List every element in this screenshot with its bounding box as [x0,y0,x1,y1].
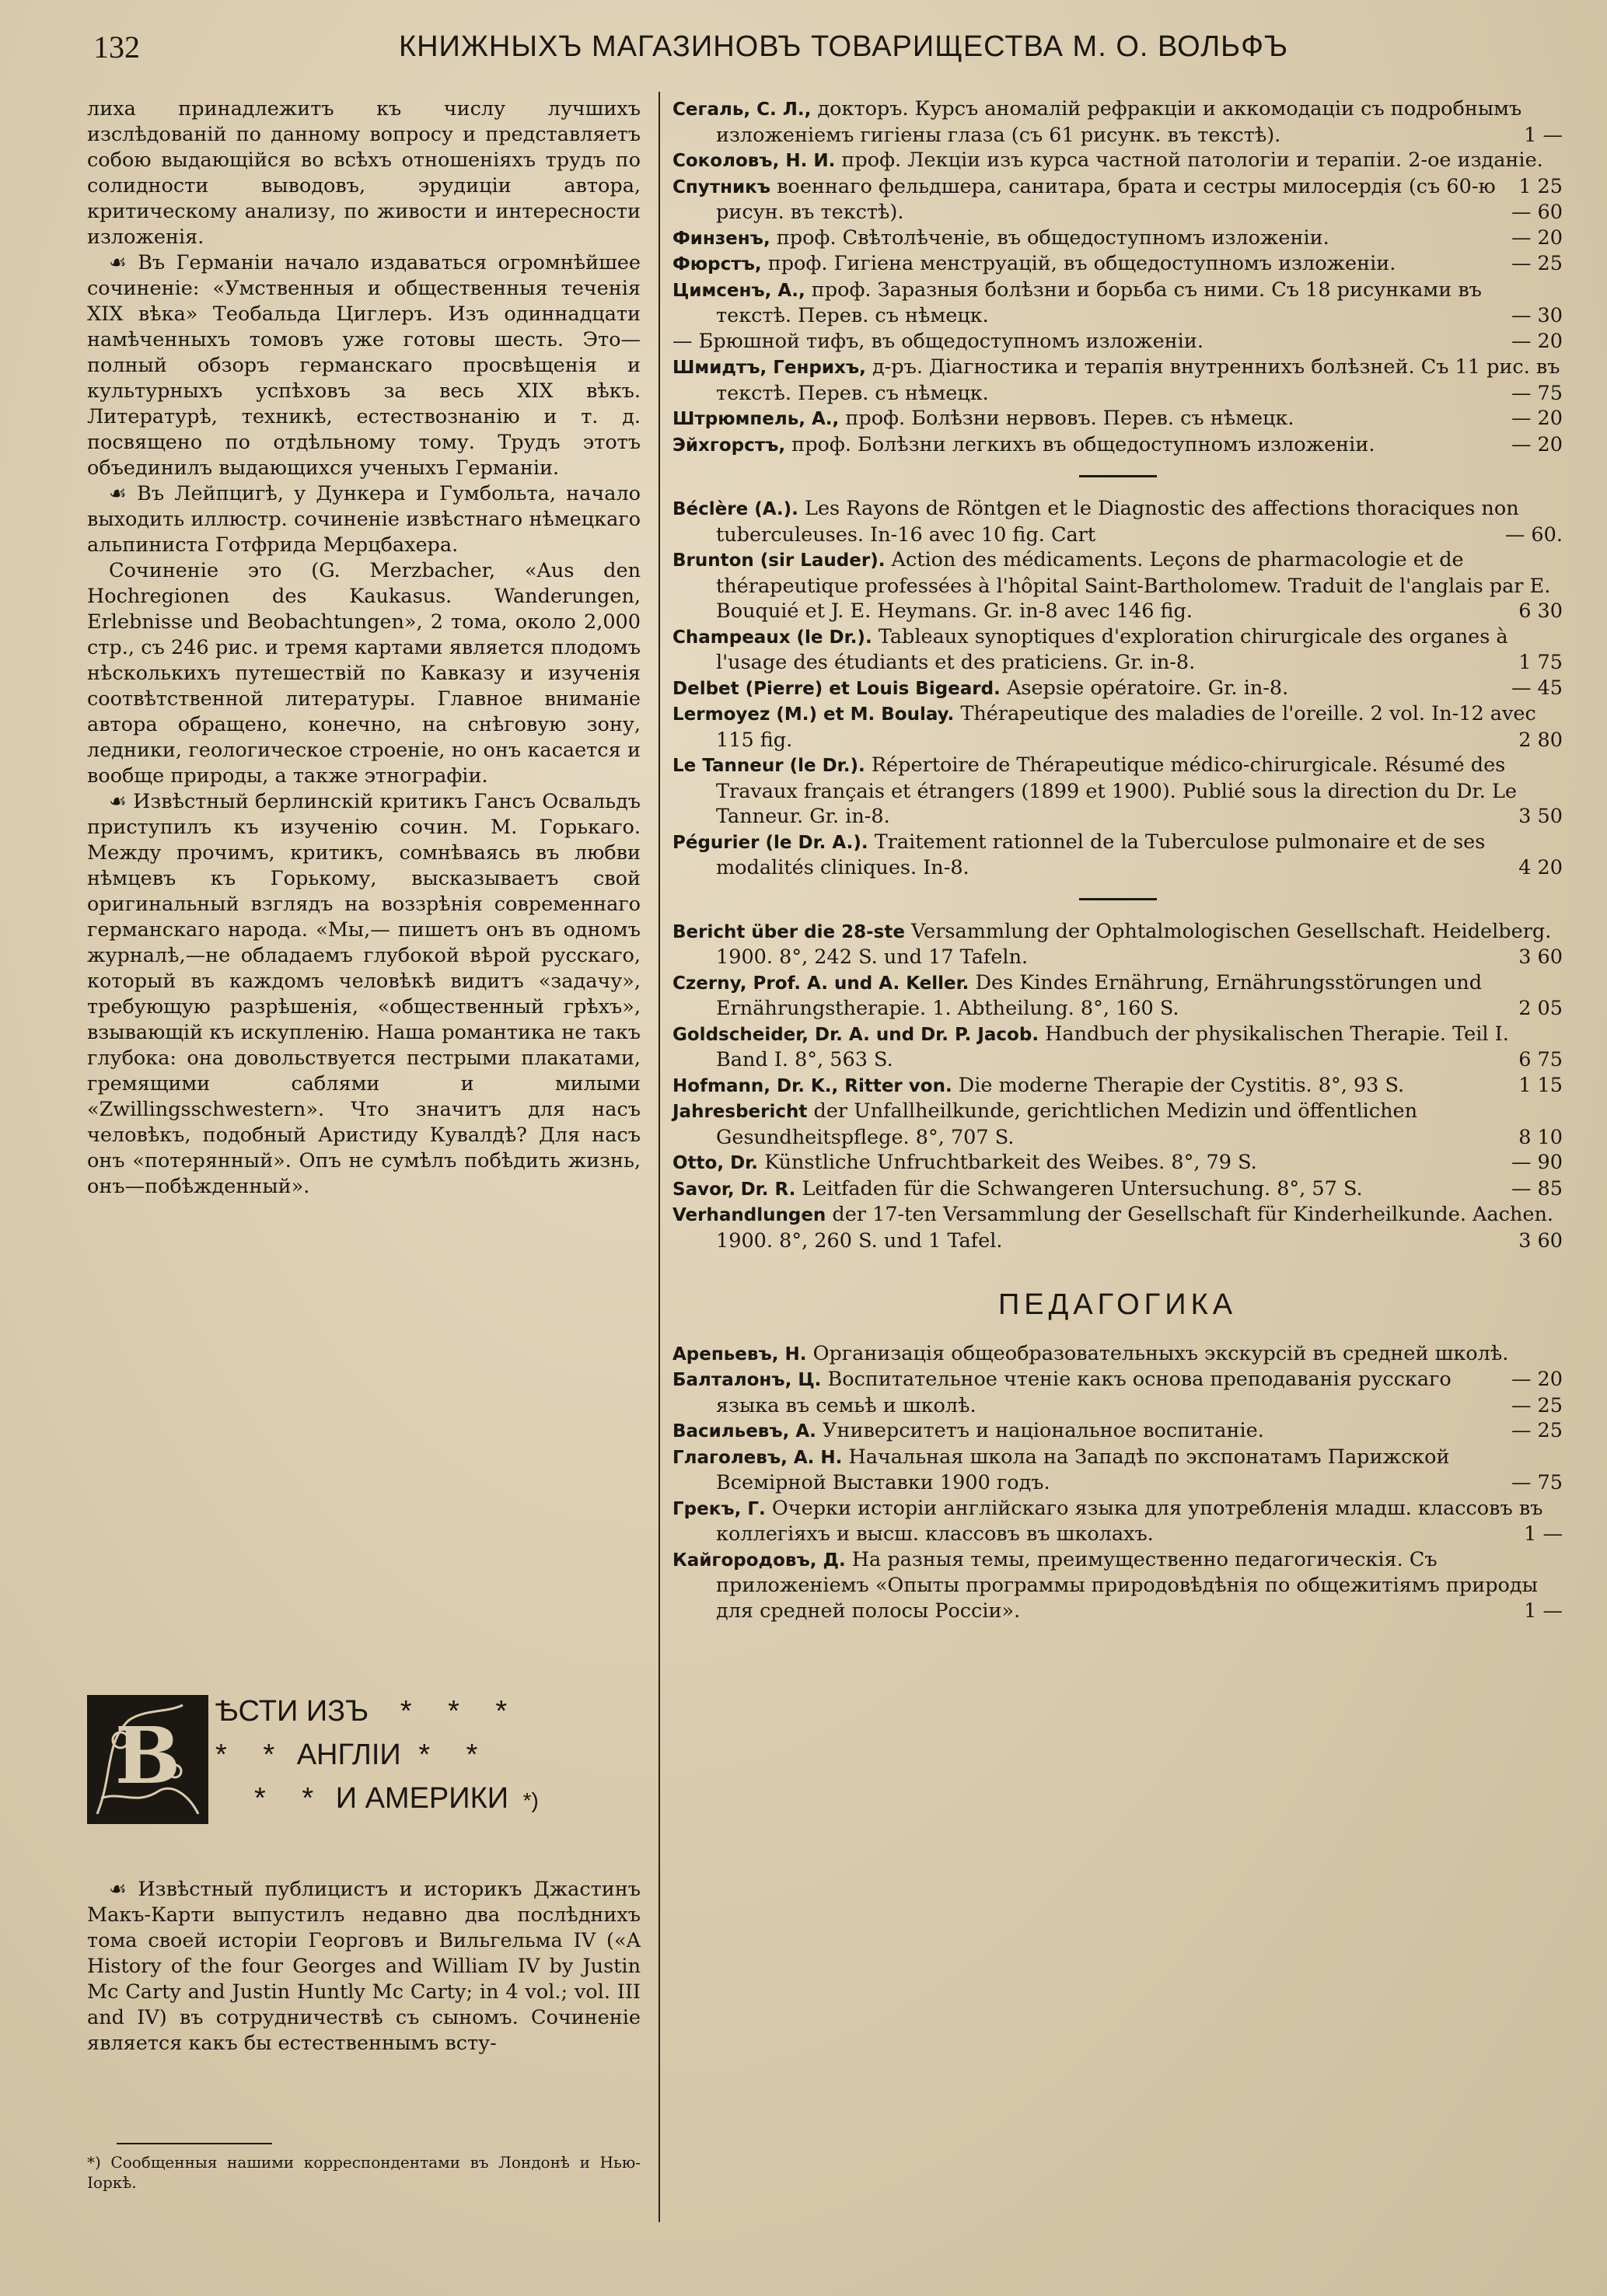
entry-author: Le Tanneur (le Dr.). [672,756,865,776]
entry-price: 3 50 [1518,805,1563,828]
entry-price: — 30 [1511,304,1563,327]
entry-title: Répertoire de Thérapeutique médico-chirurgicale. Résumé des Travaux français et étrangers (1899 et 1900). Publié sous la direction du Dr. Le Tanneur. Gr. in-8. [716,753,1518,828]
catalog-entry [672,1547,1563,1624]
entry-title: проф. Заразныя болѣзни и борьба съ ними. Съ 18 рисунками въ текстѣ. Перев. съ нѣмецк. [716,278,1482,327]
catalog-entry [672,676,1563,702]
entry-title: Организація общеобразовательныхъ экскурсій въ средней школѣ. [806,1341,1509,1365]
entry-title: проф. Болѣзни легкихъ въ общедоступномъ изложеніи. [785,432,1375,456]
entry-price: — 60 [1511,201,1563,224]
entry-price: — 20 [1511,407,1563,430]
entry-author: Соколовъ, Н. И. [672,151,836,171]
column-divider [659,92,660,2222]
entry-author: Czerny, Prof. A. und A. Keller. [672,973,969,994]
catalog-entry [672,355,1563,406]
catalog-entry [672,547,1563,624]
entry-title: Очерки исторіи англійскаго языка для употребленія младш. классовъ въ коллегіяхъ и высш. классовъ въ школахъ. [716,1496,1543,1546]
entry-author: Финзенъ, [672,228,770,249]
catalog-entry [672,1445,1563,1496]
entry-author: Verhandlungen [672,1205,826,1225]
entry-author: Спутникъ [672,176,770,197]
page-header [93,23,1563,70]
catalog-entry [672,1367,1563,1418]
entry-title: Die moderne Therapie der Cystitis. 8°, 93 S. [952,1073,1405,1097]
entry-price: — 85 [1511,1176,1563,1200]
entry-title: проф. Свѣтолѣченіе, въ общедоступномъ изложеніи. [770,225,1329,250]
entry-title: Asepsie opératoire. Gr. in-8. [1000,676,1289,700]
entry-title: докторъ. Курсъ аномалій рефракціи и аккомодаціи съ подробнымъ изложеніемъ гигіены глаза (съ 61 рисунк. въ текстѣ). [716,97,1522,147]
page-number: 132 [93,29,140,65]
entry-title: der 17-ten Versammlung der Gesellschaft für Kinderheilkunde. Aachen. 1900. 8°, 260 S. und 1 Tafel. [716,1203,1554,1253]
entry-author: Bericht über die 28-ste [672,921,905,942]
footnote: *) Сообщенныя нашими корреспондентами въ Лондонѣ и Нью-Іоркѣ. [87,2153,641,2192]
entry-price: 1 — [1524,1522,1563,1546]
entry-price: 1 75 [1518,651,1563,674]
news-heading-stars-2b: * * [418,1739,492,1771]
news-heading-stars-3: * * [254,1782,328,1815]
news-section-heading [87,1687,641,1858]
entry-author: Шмидтъ, Генрихъ, [672,358,866,378]
entry-title: Les Rayons de Röntgen et le Diagnostic des affections thoraciques non tuberculeuses. In-16 avec 10 fig. Cart [716,497,1519,547]
entry-author: Delbet (Pierre) et Louis Bigeard. [672,678,1001,699]
separator-rule [1079,475,1157,477]
initial-letter: В [114,1710,181,1802]
catalog-entry [672,753,1563,830]
catalog-entry [672,1202,1563,1253]
section-title: ПЕДАГОГИКА [997,1288,1238,1321]
entry-title: Künstliche Unfruchtbarkeit des Weibes. 8°, 79 S. [757,1151,1257,1174]
entry-price: — 60. [1504,522,1563,547]
entry-price: — 25 [1511,252,1563,275]
entry-title: Action des médicaments. Leçons de pharmacologie et de thérapeutique professées à l'hôpital Saint-Bartholomew. Traduit de l'anglais par E. Bouquié et J. E. Heymans. Gr. in-8 avec 146 fig. [716,548,1551,623]
entry-price: 3 60 [1518,945,1563,969]
catalog-entry [672,251,1563,278]
entry-price: — 20 [1511,1368,1563,1391]
news-heading-line1: ѢСТИ ИЗЪ [215,1695,369,1728]
entry-author: Балталонъ, Ц. [672,1370,822,1390]
entry-title: Traitement rationnel de la Tuberculose pulmonaire et de ses modalités cliniques. In-8. [716,830,1486,879]
entry-title: д-ръ. Діагностика и терапія внутреннихъ болѣзней. Съ 11 рис. въ текстѣ. Перев. съ нѣмецк. [716,355,1560,405]
entry-title: Начальная школа на Западѣ по экспонатамъ Парижской Всемірной Выставки 1900 годъ. [716,1445,1450,1494]
catalog-entry [672,174,1563,225]
entry-author: Сегаль, С. Л., [672,100,812,120]
ornamental-initial-icon [87,1695,208,1824]
entry-title: Leitfaden für die Schwangeren Untersuchung. 8°, 57 S. [795,1176,1363,1200]
catalog-entry [672,225,1563,252]
entry-author: Штрюмпель, А., [672,409,840,429]
entry-price: 1 — [1524,1599,1563,1623]
entry-title: Handbuch der physikalischen Therapie. Teil I. Band I. 8°, 563 S. [716,1022,1509,1071]
catalog-entry [672,1150,1563,1176]
left-paragraph-3: ☙ Въ Лейпцигѣ, у Дункера и Гумбольта, начало выходить иллюстр. сочиненіе извѣстнаго нѣмецкаго альпиниста Готфрида Мерцбахера. [87,482,641,557]
entry-author: Goldscheider, Dr. A. und Dr. P. Jacob. [672,1024,1039,1045]
entry-title: Thérapeutique des maladies de l'oreille. 2 vol. In-12 avec 115 fig. [716,702,1536,752]
entry-author: Brunton (sir Lauder). [672,550,886,571]
entry-price: — 25 [1511,1393,1563,1417]
entry-price: 3 60 [1518,1228,1563,1253]
entry-author: Savor, Dr. R. [672,1179,796,1200]
left-column [87,96,641,1200]
news-heading-stars-1: * * * [400,1695,522,1728]
catalog-entry [672,1022,1563,1073]
right-column [672,96,1563,1623]
catalog-entry [672,1496,1563,1547]
entry-title: Des Kindes Ernährung, Ernährungsstörungen und Ernährungstherapie. 1. Abtheilung. 8°, 160 S. [716,970,1483,1020]
left-paragraph-1: лиха принадлежитъ къ числу лучшихъ изслѣдованій по данному вопросу и представляетъ собою выдающійся во всѣхъ отношеніяхъ трудъ по солидности выводовъ, эрудиціи автора, критическому анализу, по живости и интересности изложенія. [87,97,641,249]
entry-price: — 20 [1511,432,1563,456]
entry-price: — 90 [1511,1151,1563,1174]
entry-author: Béclère (A.). [672,499,798,519]
footnote-rule [117,2143,272,2144]
catalog-entry [672,278,1563,329]
entry-author: Otto, Dr. [672,1153,758,1173]
catalog-entry [672,1418,1563,1445]
entry-author: Глаголевъ, А. Н. [672,1447,843,1468]
entry-price: 8 10 [1518,1125,1563,1149]
entry-price: 1 — [1524,123,1563,147]
catalog-entry [672,919,1563,970]
entry-price: — 75 [1511,1471,1563,1494]
entry-price: — 20 [1511,329,1563,353]
news-paragraph: ☙ Извѣстный публицистъ и историкъ Джастинъ Макъ-Карти выпустилъ недавно два послѣднихъ тома своей исторіи Георговъ и Вильгельма IV («A History of the four Georges and William IV by Justin Mc Carty and Justin Huntly Mc Carty; in 4 vol.; vol. III and IV) въ сотрудничествѣ съ сыномъ. Сочиненіе является какъ бы естественнымъ всту- [87,1878,641,2055]
entry-title: На разныя темы, преимущественно педагогическія. Съ приложеніемъ «Опыты программы природовѣдѣнія по общежитіямъ природы для средней полосы Россіи». [716,1547,1538,1623]
entry-author: Кайгородовъ, Д. [672,1550,846,1571]
ornamental-initial-svg [89,1697,206,1822]
catalog-entry [672,701,1563,753]
entry-price: — 45 [1511,676,1563,700]
catalog-entry [672,830,1563,881]
catalog-entry [672,329,1563,355]
catalog-entry [672,496,1563,547]
entry-price: 1 25 [1518,174,1563,198]
entry-title: Воспитательное чтеніе какъ основа преподаванія русскаго языка въ семьѣ и школѣ. [716,1368,1452,1417]
catalog-entry [672,624,1563,676]
left-paragraph-2: ☙ Въ Германіи начало издаваться огромнѣйшее сочиненіе: «Умственныя и общественныя теченія XIX вѣка» Теобальда Циглеръ. Изъ одиннадцати намѣченныхъ томовъ уже готовы шесть. Это—полный обзоръ германскаго просвѣщенія и культурныхъ успѣховъ за весь XIX вѣкъ. Литературѣ, техникѣ, естествознанію и т. д. посвящено по отдѣльному тому. Трудъ этотъ объединилъ выдающихся ученыхъ Германіи. [87,251,641,480]
news-heading-line3: И АМЕРИКИ [335,1782,509,1815]
entry-price: 6 75 [1518,1048,1563,1071]
catalog-entry [672,406,1563,432]
catalog-entry [672,1099,1563,1150]
entry-author: Эйхгорстъ, [672,435,786,456]
entry-title: военнаго фельдшера, санитара, брата и сестры милосердія (съ 60-ю рисун. въ текстѣ). [716,174,1496,224]
catalog-entry [672,970,1563,1022]
left-paragraph-5: ☙ Извѣстный берлинскій критикъ Гансъ Освальдъ приступилъ къ изученію сочин. М. Горькаго. Между прочимъ, критикъ, сомнѣваясь въ любви нѣмцевъ къ Горькому, высказываетъ свой оригинальный взглядъ на воззрѣнія современнаго германскаго народа. «Мы,— пишетъ онъ въ одномъ журналѣ,—не обладаемъ глубокой вѣрой русскаго, который въ каждомъ человѣкѣ видитъ «задачу», требующую разрѣшенія, «общественный грѣхъ», взывающій къ искупленію. Наша романтика не такъ глубока: она довольствуется пестрыми плакатами, гремящими саблями и милыми «Zwillingsschwestern». Что значитъ для насъ человѣкъ, подобный Аристиду Кувалдѣ? Для насъ онъ «потерянный». Опъ не сумѣлъ побѣдить жизнь, онъ—побѣжденный». [87,790,641,1198]
left-paragraph-4: Сочиненіе это (G. Merzbacher, «Aus den Hochregionen des Kaukasus. Wanderungen, Erlebnisse und Beobachtungen», 2 тома, около 2,000 стр., съ 246 рис. и тремя картами является плодомъ нѣсколькихъ путешествій по Кавказу и изученія соотвѣтственной литературы. Главное вниманіе автора обращено, конечно, на снѣговую зону, ледники, геологическое строеніе, но онъ касается и вообще природы, а также этнографіи. [87,559,641,788]
entry-title: — Брюшной тифъ, въ общедоступномъ изложеніи. [672,329,1204,353]
news-heading-line2: АНГЛІИ [296,1739,401,1771]
entry-title: Versammlung der Ophtalmologischen Gesellschaft. Heidelberg. 1900. 8°, 242 S. und 17 Tafeln. [716,919,1552,969]
entry-price: 2 80 [1518,728,1563,752]
news-body [87,1877,641,2057]
catalog-entry [672,432,1563,459]
entry-author: Грекъ, Г. [672,1498,766,1519]
entry-author: Цимсенъ, А., [672,280,805,301]
separator-rule [1079,898,1157,900]
entry-author: Lermoyez (M.) et M. Boulay. [672,704,955,725]
entry-price: 4 20 [1518,856,1563,879]
news-heading-stars-2a: * * [215,1739,289,1771]
entry-title: Университетъ и національное воспитаніе. [816,1419,1264,1442]
catalog-group-french-medicine [672,496,1563,881]
entry-price: 2 05 [1518,997,1563,1020]
catalog-entry [672,96,1563,148]
entry-price: — 20 [1511,225,1563,250]
catalog-entry [672,1176,1563,1203]
entry-price: — 75 [1511,381,1563,405]
entry-price: 1 15 [1518,1073,1563,1097]
entry-price: 6 30 [1518,599,1563,623]
entry-author: Фюрстъ, [672,254,762,274]
running-head: КНИЖНЫХЪ МАГАЗИНОВЪ ТОВАРИЩЕСТВА М. О. ВОЛЬФЪ [398,30,1289,63]
catalog-entry [672,1073,1563,1099]
entry-author: Jahresbericht [672,1102,808,1122]
entry-title: проф. Лекціи изъ курса частной патологіи и терапіи. 2-ое изданіе. [835,149,1543,172]
entry-title: Tableaux synoptiques d'exploration chirurgicale des organes à l'usage des étudiants et des praticiens. Gr. in-8. [716,624,1508,674]
catalog-group-pedagogy [672,1341,1563,1624]
entry-price: — 25 [1511,1419,1563,1442]
catalog-group-russian-medicine [672,96,1563,458]
entry-title: der Unfallheilkunde, gerichtlichen Medizin und öffentlichen Gesundheitspflege. 8°, 707 S. [716,1099,1418,1149]
entry-author: Васильевъ, А. [672,1421,816,1442]
entry-author: Арепьевъ, Н. [672,1344,807,1365]
entry-author: Hofmann, Dr. K., Ritter von. [672,1075,952,1096]
news-heading-footnote-mark: *) [522,1788,539,1812]
entry-title: проф. Болѣзни нервовъ. Перев. съ нѣмецк. [839,407,1294,430]
entry-title: проф. Гигіена менструацій, въ общедоступномъ изложеніи. [761,252,1396,275]
entry-author: Pégurier (le Dr. A.). [672,832,868,853]
catalog-group-german-medicine [672,919,1563,1254]
entry-author: Champeaux (le Dr.). [672,627,872,648]
